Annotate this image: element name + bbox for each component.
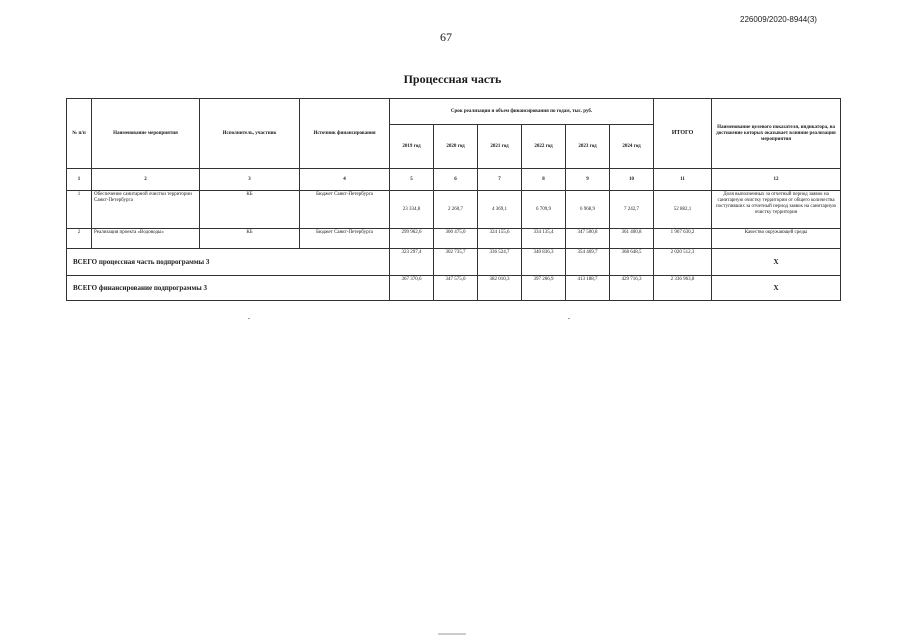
row-executor: КБ — [200, 229, 300, 249]
row-name: Обеспечение санитарной очистки территории Санкт-Петербурга — [92, 191, 200, 229]
column-number: 4 — [300, 169, 390, 191]
header-no: № п/п — [67, 99, 92, 169]
column-number: 8 — [522, 169, 566, 191]
header-indicator: Наименование целевого показателя, индикатора, на достижение которых оказывает влияние реализация мероприятия — [712, 99, 841, 169]
total-sum: 2 020 512,3 — [654, 249, 712, 276]
total-row — [67, 276, 841, 301]
row-value: 361 400,8 — [610, 229, 654, 249]
row-value: 23 334,8 — [390, 191, 434, 229]
column-number: 2 — [92, 169, 200, 191]
column-number: 3 — [200, 169, 300, 191]
total-value: 336 524,7 — [478, 249, 522, 276]
total-value: 323 297,4 — [390, 249, 434, 276]
total-row — [67, 249, 841, 276]
total-value: 340 836,3 — [522, 249, 566, 276]
row-value: 7 242,7 — [610, 191, 654, 229]
total-value: 397 266,9 — [522, 276, 566, 301]
total-mark: X — [712, 249, 841, 276]
total-mark: X — [712, 276, 841, 301]
total-sum: 2 336 963,8 — [654, 276, 712, 301]
column-number: 11 — [654, 169, 712, 191]
header-year: 2021 год — [478, 125, 522, 169]
header-year: 2020 год — [434, 125, 478, 169]
column-number: 5 — [390, 169, 434, 191]
financing-table — [66, 98, 841, 301]
total-label: ВСЕГО финансирование подпрограммы 3 — [67, 276, 390, 301]
row-total: 52 882,1 — [654, 191, 712, 229]
header-year: 2022 год — [522, 125, 566, 169]
total-value: 354 469,7 — [566, 249, 610, 276]
document-number: 226009/2020-8944(3) — [740, 15, 817, 24]
row-source: Бюджет Санкт-Петербурга — [300, 229, 390, 249]
total-value: 302 735,7 — [434, 249, 478, 276]
row-value: 334 135,4 — [522, 229, 566, 249]
column-number-row — [67, 169, 841, 191]
column-number: 1 — [67, 169, 92, 191]
header-year: 2019 год — [390, 125, 434, 169]
scan-footer-mark — [438, 633, 466, 635]
row-indicator: Качество окружающей среды — [712, 229, 841, 249]
column-number: 9 — [566, 169, 610, 191]
row-total: 1 967 630,2 — [654, 229, 712, 249]
scan-speck — [248, 318, 250, 319]
header-name: Наименование мероприятия — [92, 99, 200, 169]
column-number: 6 — [434, 169, 478, 191]
total-value: 367 370,6 — [390, 276, 434, 301]
header-row — [67, 99, 841, 125]
section-title: Процессная часть — [403, 72, 502, 86]
page-number: 67 — [440, 30, 452, 44]
column-number: 10 — [610, 169, 654, 191]
row-indicator: Доля выполненных за отчетный период заявок на санитарную очистку территории от общего количества поступивших за отчетный период заявок на санитарную очистку территории — [712, 191, 841, 229]
header-source: Источник финансирования — [300, 99, 390, 169]
header-executor: Исполнитель, участник — [200, 99, 300, 169]
total-value: 429 716,3 — [610, 276, 654, 301]
header-year: 2024 год — [610, 125, 654, 169]
column-number: 7 — [478, 169, 522, 191]
row-value: 6 968,9 — [566, 191, 610, 229]
column-number: 12 — [712, 169, 841, 191]
row-source: Бюджет Санкт-Петербурга — [300, 191, 390, 229]
row-no: 2 — [67, 229, 92, 249]
row-no: 1 — [67, 191, 92, 229]
total-value: 382 010,3 — [478, 276, 522, 301]
total-value: 413 188,7 — [566, 276, 610, 301]
row-value: 6 709,9 — [522, 191, 566, 229]
scan-speck — [568, 318, 570, 319]
table-row — [67, 229, 841, 249]
row-value: 300 475,0 — [434, 229, 478, 249]
total-label: ВСЕГО процессная часть подпрограммы 3 — [67, 249, 390, 276]
row-value: 347 500,8 — [566, 229, 610, 249]
header-period: Срок реализации и объем финансирования по годам, тыс. руб. — [390, 99, 654, 125]
header-year: 2023 год — [566, 125, 610, 169]
row-executor: КБ — [200, 191, 300, 229]
row-name: Реализация проекта «Водоводы» — [92, 229, 200, 249]
header-total: ИТОГО — [654, 99, 712, 169]
table-row — [67, 191, 841, 229]
total-value: 368 648,5 — [610, 249, 654, 276]
row-value: 324 155,6 — [478, 229, 522, 249]
row-value: 299 962,6 — [390, 229, 434, 249]
row-value: 4 369,1 — [478, 191, 522, 229]
row-value: 2 260,7 — [434, 191, 478, 229]
total-value: 347 575,0 — [434, 276, 478, 301]
